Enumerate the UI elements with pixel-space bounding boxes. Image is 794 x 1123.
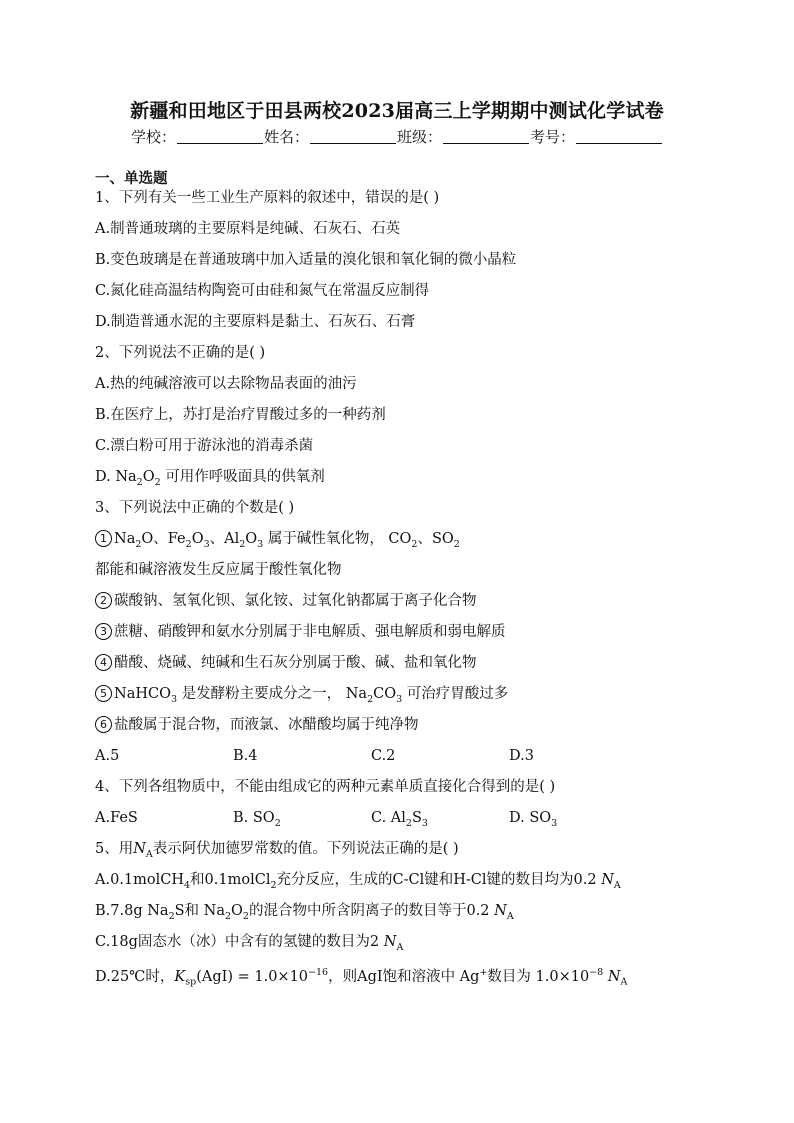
q5-option-c: C.18g固态水（冰）中含有的氢键的数目为2 $N_A$ xyxy=(95,934,404,953)
section-heading: 一、单选题 xyxy=(95,170,168,187)
q5-option-b: B.7.8g $Na_2S$和 $Na_2O_2$的混合物中所含阴离子的数目等于0.2 $N_A$ xyxy=(95,903,514,922)
q3-statement-2: 2 碳酸钠、氢氧化钡、氯化铵、过氧化钠都属于离子化合物 xyxy=(95,589,715,620)
q2-option-c: C.漂白粉可用于游泳池的消毒杀菌 xyxy=(95,438,314,454)
circled-number-2: 2 xyxy=(95,592,112,609)
q1-option-c: C.氮化硅高温结构陶瓷可由硅和氮气在常温反应制得 xyxy=(95,283,430,299)
q1-option-b: B.变色玻璃是在普通玻璃中加入适量的溴化银和氧化铜的微小晶粒 xyxy=(95,252,517,268)
q3-options xyxy=(95,744,715,775)
circled-number-3: 3 xyxy=(95,623,112,640)
class-label: 班级： xyxy=(397,128,443,146)
q5-option-d: D.25℃时，$K_{sp}(AgI) = 1.0\times 10^{-16}$，则AgI饱和溶液中 Ag+数目为 $1.0\times 10^{-8}$ $N_A$ xyxy=(95,967,628,988)
q3-statement-6: 6 盐酸属于混合物，而液氯、冰醋酸均属于纯净物 xyxy=(95,713,715,744)
q3-option-b: B.4 xyxy=(233,748,258,764)
q3-option-c: C.2 xyxy=(371,748,396,764)
q3-statement-1: 1 $Na_2O$、$Fe_2O_3$、$Al_2O_3$ 属于碱性氧化物， $CO_2$、$SO_2$ xyxy=(95,527,715,558)
q1-stem: 1、下列有关一些工业生产原料的叙述中，错误的是( ) xyxy=(95,190,440,206)
q3-option-a: A.5 xyxy=(95,748,120,764)
q2-stem: 2、下列说法不正确的是( ) xyxy=(95,345,266,361)
q4-option-c: C. $Al_2S_3$ xyxy=(371,810,428,829)
q2-option-d: D. $Na_2O_2$ 可用作呼吸面具的供氧剂 xyxy=(95,469,325,488)
school-blank[interactable] xyxy=(177,129,263,144)
q1-option-a: A.制普通玻璃的主要原料是纯碱、石灰石、石英 xyxy=(95,221,401,237)
q1-option-d: D.制造普通水泥的主要原料是黏土、石灰石、石膏 xyxy=(95,314,416,330)
q5-option-a: A.0.1molCH$_4$和0.1molCl$_2$充分反应，生成的C-Cl键和H-Cl键的数目均为0.2 $N_A$ xyxy=(95,872,621,891)
q4-options xyxy=(95,806,715,837)
name-label: 姓名： xyxy=(263,128,309,146)
q3-stem: 3、下列说法中正确的个数是( ) xyxy=(95,500,295,516)
circled-number-1: 1 xyxy=(95,530,112,547)
circled-number-4: 4 xyxy=(95,654,112,671)
student-info-line xyxy=(0,126,794,147)
q4-option-a: A.FeS xyxy=(95,810,138,826)
q3-statement-3: 3 蔗糖、硝酸钾和氨水分别属于非电解质、强电解质和弱电解质 xyxy=(95,620,715,651)
q4-option-d: D. $SO_3$ xyxy=(509,810,558,829)
page-title: 新疆和田地区于田县两校2023届高三上学期期中测试化学试卷 xyxy=(130,100,664,122)
q3-option-d: D.3 xyxy=(509,748,534,764)
q4-option-b: B. $SO_2$ xyxy=(233,810,281,829)
q3-statement-1-cont: 都能和碱溶液发生反应属于酸性氧化物 xyxy=(95,562,342,578)
question-list xyxy=(95,186,715,992)
q4-stem: 4、下列各组物质中，不能由组成它的两种元素单质直接化合得到的是( ) xyxy=(95,779,556,795)
name-blank[interactable] xyxy=(310,129,396,144)
q3-statement-5: 5 NaHCO$_3$ 是发酵粉主要成分之一， $Na_2CO_3$ 可治疗胃酸过多 xyxy=(95,682,715,713)
class-blank[interactable] xyxy=(443,129,529,144)
circled-number-6: 6 xyxy=(95,716,112,733)
circled-number-5: 5 xyxy=(95,685,112,702)
id-blank[interactable] xyxy=(576,129,662,144)
q2-option-a: A.热的纯碱溶液可以去除物品表面的油污 xyxy=(95,376,357,392)
id-label: 考号： xyxy=(530,128,576,146)
q2-option-b: B.在医疗上，苏打是治疗胃酸过多的一种药剂 xyxy=(95,407,386,423)
q3-statement-4: 4 醋酸、烧碱、纯碱和生石灰分别属于酸、碱、盐和氧化物 xyxy=(95,651,715,682)
school-label: 学校： xyxy=(130,128,176,146)
q5-stem: 5、用$N_A$表示阿伏加德罗常数的值。下列说法正确的是( ) xyxy=(95,841,459,860)
